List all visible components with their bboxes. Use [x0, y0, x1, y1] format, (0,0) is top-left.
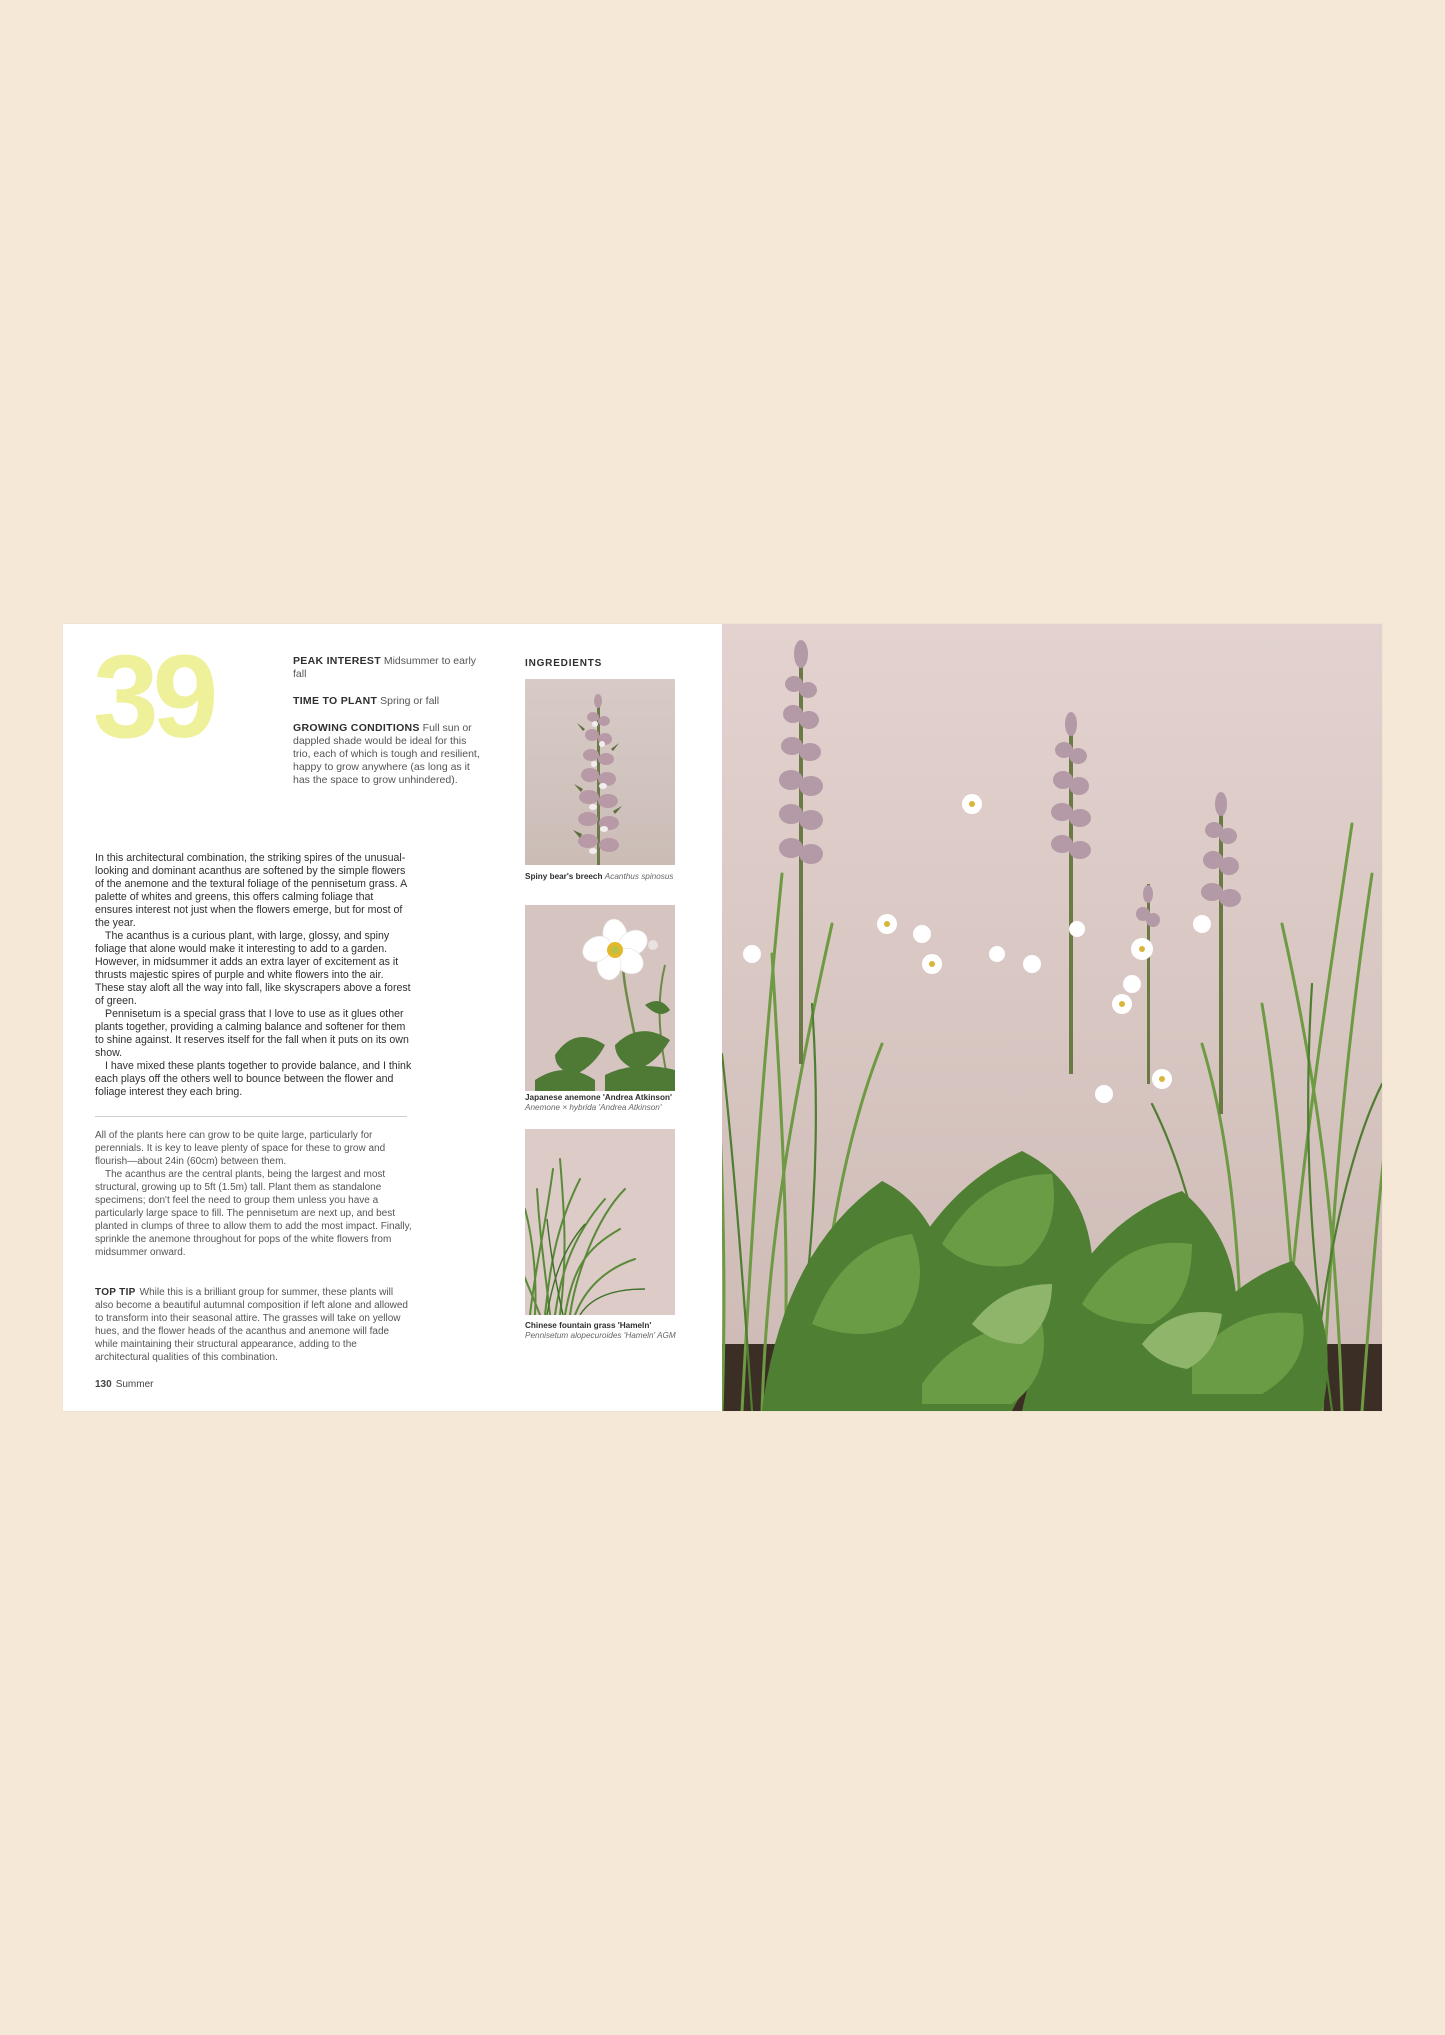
- latin-name: Acanthus spinosus: [604, 872, 674, 881]
- intro-text: [95, 852, 413, 1099]
- common-name: Chinese fountain grass 'Hameln': [525, 1321, 652, 1330]
- top-tip: [95, 1286, 413, 1364]
- latin-name: Pennisetum alopecuroides 'Hameln' AGM: [525, 1331, 676, 1340]
- divider: [95, 1116, 407, 1117]
- facts-panel: [293, 655, 483, 801]
- acanthus-photo: [525, 679, 675, 865]
- planting-combination-photo: [722, 624, 1382, 1411]
- ingredient-caption-2: [525, 1093, 685, 1113]
- top-tip-label: TOP TIP: [95, 1287, 136, 1298]
- planting-text: [95, 1129, 413, 1259]
- left-page: [63, 624, 722, 1411]
- common-name: Japanese anemone 'Andrea Atkinson': [525, 1093, 672, 1102]
- page-number: 130: [95, 1379, 112, 1390]
- common-name: Spiny bear's breech: [525, 872, 603, 881]
- fact-label: PEAK INTEREST: [293, 655, 381, 667]
- fact-label: TIME TO PLANT: [293, 695, 378, 707]
- right-page-photo: [722, 624, 1382, 1411]
- paragraph: The acanthus are the central plants, being the largest and most structural, growing up to 5ft (1.5m) tall. Plant them as standalone specimens; don't feel the need to group them unless you have a particularly large space to fill. The pennisetum are next up, and best planted in clumps of three to allow them to add the most impact. Finally, sprinkle the anemone throughout for pops of the white flowers from midsummer onward.: [95, 1169, 412, 1258]
- top-tip-text: While this is a brilliant group for summer, these plants will also become a beautiful autumnal composition if left alone and allowed to transform into their seasonal attire. The grasses will take on yellow hues, and the flower heads of the acanthus and anemone will fade while maintaining their structural appearance, adding to the architectural qualities of this combination.: [95, 1287, 408, 1363]
- fact-label: GROWING CONDITIONS: [293, 722, 420, 734]
- paragraph: The acanthus is a curious plant, with large, glossy, and spiny foliage that alone would make it interesting to add to a garden. However, in midsummer it adds an extra layer of excitement as it thrusts majestic spires of purple and white flowers into the air. These stay aloft all the way into fall, like skyscrapers above a forest of green.: [95, 930, 411, 1007]
- fact-time-to-plant: [293, 695, 483, 708]
- paragraph: In this architectural combination, the striking spires of the unusual-looking and dominant acanthus are softened by the simple flowers of the anemone and the textural foliage of the pennisetum grass. A palette of whites and greens, this offers calming foliage that ensures interest not just when the flowers emerge, but for most of the year.: [95, 852, 407, 929]
- fact-value: Spring or fall: [380, 695, 440, 707]
- paragraph: Pennisetum is a special grass that I love to use as it glues other plants together, providing a calming balance and softener for them to shine against. It reserves itself for the fall when it puts on its own show.: [95, 1008, 409, 1059]
- anemone-photo: [525, 905, 675, 1091]
- fact-growing-conditions: [293, 722, 483, 787]
- folio: [95, 1379, 153, 1390]
- paragraph: All of the plants here can grow to be quite large, particularly for perennials. It is key to leave plenty of space for these to grow and flourish—about 24in (60cm) between them.: [95, 1130, 386, 1167]
- grass-photo: [525, 1129, 675, 1315]
- latin-name: Anemone × hybrida 'Andrea Atkinson': [525, 1103, 662, 1112]
- paragraph: I have mixed these plants together to provide balance, and I think each plays off the others well to bounce between the flower and foliage interest they each bring.: [95, 1060, 412, 1098]
- fact-peak-interest: [293, 655, 483, 681]
- ingredient-caption-1: [525, 872, 685, 882]
- section-name: Summer: [115, 1379, 154, 1390]
- fact-value: Full sun or dappled shade would be ideal for this trio, each of which is tough and resilient, happy to grow anywhere (as long as it has the space to grow unhindered).: [293, 722, 480, 786]
- book-spread: [63, 624, 1382, 1411]
- ingredients-title: INGREDIENTS: [525, 658, 603, 669]
- ingredient-caption-3: [525, 1321, 685, 1341]
- fact-value: Midsummer to early fall: [293, 655, 477, 680]
- combination-number: 39: [93, 631, 213, 763]
